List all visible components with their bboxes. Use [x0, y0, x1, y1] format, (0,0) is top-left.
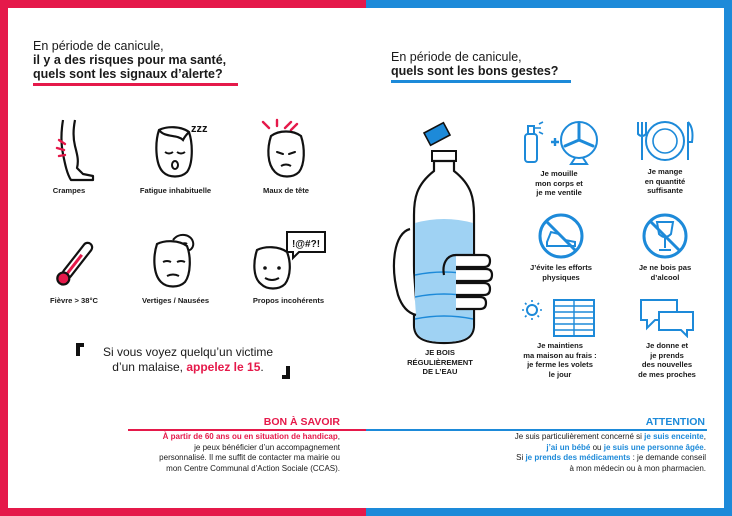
callout-line: Si vous voyez quelqu’un victime: [102, 345, 274, 359]
spray-and-fan-icon: [517, 116, 601, 166]
bottom-border-blue: [366, 508, 732, 516]
top-border-blue: [366, 0, 732, 8]
symptom-label: Fièvre > 38°C: [50, 296, 98, 305]
body-text: Si: [516, 453, 526, 462]
heading-underline: [33, 83, 238, 86]
heading-line: En période de canicule,: [391, 50, 522, 64]
gesture-line: je ferme les volets: [527, 360, 593, 369]
callout-line: d’un malaise,: [112, 360, 187, 374]
gesture-line: je prends: [650, 350, 684, 360]
thermometer-icon: [44, 236, 104, 292]
punct: ,: [703, 432, 706, 441]
body-text: : je demande conseil: [630, 453, 706, 462]
drink-water-caption: [402, 348, 478, 377]
gesture-line: physiques: [542, 272, 580, 282]
body-line: mon Centre Communal d’Action Sociale (CCAS).: [166, 463, 340, 473]
good-to-know-rule: [128, 429, 368, 431]
gesture-line: d’alcool: [650, 272, 680, 282]
no-running-shoe-icon: [537, 212, 585, 260]
dizzy-face-icon: [143, 230, 209, 292]
attention-highlight: je suis une personne âgée: [603, 442, 704, 452]
symptom-confusion: [236, 230, 341, 305]
symptom-dizziness: [128, 230, 223, 305]
gesture-line: Je maintiens: [536, 341, 583, 350]
gesture-no-alcohol: [625, 212, 705, 282]
right-border-blue: [724, 0, 732, 516]
body-text: ou: [590, 442, 604, 452]
no-wine-glass-icon: [641, 212, 689, 260]
good-to-know-body: [110, 432, 340, 474]
gesture-eat-enough: [625, 118, 705, 196]
symptom-cramps: [34, 118, 104, 195]
callout-text: [90, 345, 286, 375]
attention-highlight: je prends des médicaments: [525, 453, 631, 462]
gesture-line: Je mouille: [540, 169, 578, 178]
sleepy-face-icon: [141, 120, 211, 182]
good-habits-heading: [391, 50, 571, 83]
punct: .: [703, 442, 706, 452]
symptom-fatigue: [128, 120, 223, 195]
gesture-avoid-effort: [516, 212, 606, 282]
symptom-label: Fatigue inhabituelle: [139, 186, 212, 195]
sun-shutters-icon: [520, 298, 600, 338]
water-bottle-hand-icon: [386, 115, 504, 347]
call-15-highlight: appelez le 15: [186, 360, 261, 374]
body-line: personnalisé. Il me suffit de contacter ma mairie ou: [159, 453, 340, 462]
bottom-border-red: [0, 508, 366, 516]
gesture-contact-loved-ones: [625, 296, 709, 379]
attention-body: [470, 432, 706, 474]
top-border-red: [0, 0, 366, 8]
gesture-line: le jour: [548, 369, 572, 379]
symptom-headache: [246, 118, 326, 195]
gesture-line: de mes proches: [638, 369, 696, 379]
svg-text:zzz: zzz: [190, 123, 207, 135]
symptom-label: Vertiges / Nausées: [141, 296, 210, 305]
good-to-know-highlight: À partir de 60 ans ou en situation de handicap: [162, 432, 338, 441]
punct: ,: [337, 432, 340, 441]
symptom-label: Crampes: [52, 186, 86, 195]
heading-line: En période de canicule,: [33, 39, 164, 53]
symptom-label: Propos incohérents: [252, 296, 325, 305]
callout-suffix: .: [260, 360, 264, 374]
gesture-line: je me ventile: [536, 188, 582, 197]
emergency-callout: [76, 343, 290, 379]
gesture-line: J’évite les efforts: [529, 263, 593, 272]
plate-fork-knife-icon: [630, 118, 700, 164]
symptom-label: Maux de tête: [263, 186, 309, 195]
symptom-fever: [34, 236, 114, 305]
body-line: à mon médecin ou à mon pharmacien.: [569, 463, 706, 473]
gesture-line: ma maison au frais :: [523, 350, 597, 360]
gesture-keep-cool: [510, 298, 610, 379]
heading-line-bold: quels sont les bons gestes?: [391, 64, 559, 78]
callout-bracket: [76, 343, 84, 356]
heading-underline: [391, 80, 571, 83]
headache-face-icon: [255, 118, 317, 182]
gesture-line: mon corps et: [535, 178, 583, 188]
gesture-line: suffisante: [647, 186, 683, 195]
caption-line: DE L’EAU: [422, 367, 458, 376]
gesture-line: en quantité: [644, 176, 686, 186]
attention-highlight: je suis enceinte: [644, 432, 704, 441]
attention-rule: [366, 429, 707, 431]
gesture-line: Je donne et: [645, 341, 689, 350]
caption-line: JE BOIS: [425, 348, 455, 357]
body-text: Je suis particulièrement concerné si: [514, 432, 645, 441]
gesture-line: Je mange: [647, 167, 683, 176]
speech-bubble-text: !@#?!: [291, 239, 320, 250]
caption-line: RÉGULIÈREMENT: [407, 357, 473, 367]
heading-line-bold: quels sont les signaux d’alerte?: [33, 67, 223, 81]
body-line: je peux bénéficier d’un accompagnement: [194, 442, 340, 452]
leg-cramp-icon: [39, 118, 99, 182]
good-to-know-title: BON À SAVOIR: [263, 416, 340, 428]
gesture-line: des nouvelles: [641, 360, 693, 369]
heading-line-bold: il y a des risques pour ma santé,: [33, 53, 227, 67]
attention-highlight: j’ai un bébé: [546, 442, 591, 452]
speech-bubbles-icon: [637, 296, 697, 338]
attention-title: ATTENTION: [645, 416, 705, 428]
left-border-red: [0, 0, 8, 516]
confused-speech-face-icon: [249, 230, 329, 292]
gesture-line: Je ne bois pas: [638, 263, 692, 272]
gesture-cool-body: [514, 116, 604, 198]
warning-signs-heading: [33, 39, 238, 86]
